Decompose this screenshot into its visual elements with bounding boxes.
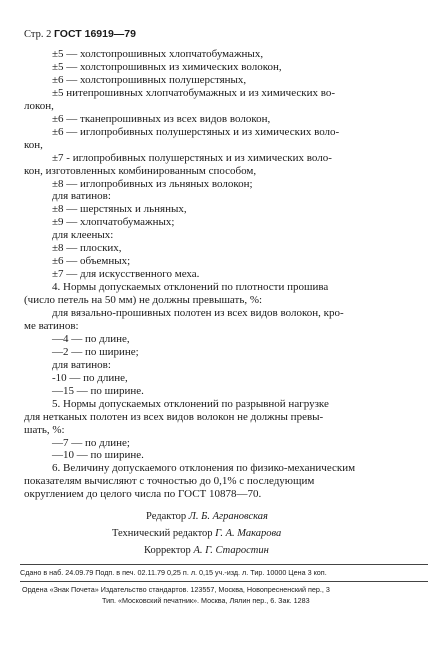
text-line: кон, изготовленных комбинированным способом, bbox=[24, 165, 257, 177]
page-header bbox=[24, 28, 136, 40]
text-line: показателям вычисляют с точностью до 0,1% с последующим bbox=[24, 475, 315, 487]
text-line: ±8 — иглопробивных из льняных волокон; bbox=[52, 178, 253, 190]
text-line: (число петель на 50 мм) не должны превышать, %: bbox=[24, 294, 263, 306]
imprint-line-1: Сдано в наб. 24.09.79 Подп. в печ. 02.11.79 0,25 п. л. 0,15 уч.-изд. л. Тир. 10000 Цена 3 коп. bbox=[20, 568, 327, 577]
corrector-credit: Корректор А. Г. Старостин bbox=[144, 545, 269, 556]
editor-credit: Редактор Л. Б. Аграновская bbox=[146, 511, 268, 522]
text-line: 4. Нормы допускаемых отклонений по плотности прошива bbox=[52, 281, 329, 293]
text-line: ±5 нитепрошивных хлопчатобумажных и из химических во- bbox=[52, 87, 335, 99]
imprint-line-3: Тип. «Московский печатник». Москва, Лялин пер., 6. Зак. 1283 bbox=[102, 596, 310, 605]
text-line: ±9 — хлопчатобумажных; bbox=[52, 216, 175, 228]
text-line: шать, %: bbox=[24, 424, 65, 436]
text-line: кон, bbox=[24, 139, 43, 151]
text-line: округлением до целого числа по ГОСТ 10878—70. bbox=[24, 488, 262, 500]
page-number: Стр. 2 bbox=[24, 29, 52, 40]
text-line: 6. Величину допускаемого отклонения по физико-механическим bbox=[52, 462, 356, 474]
text-line: —10 — по ширине. bbox=[52, 449, 144, 461]
text-line: ±8 — шерстяных и льняных, bbox=[52, 203, 187, 215]
imprint-line-2: Ордена «Знак Почета» Издательство стандартов. 123557, Москва, Новопресненский пер., 3 bbox=[22, 585, 330, 594]
text-line: ±8 — плоских, bbox=[52, 242, 122, 254]
text-line: ±6 — иглопробивных полушерстяных и из химических воло- bbox=[52, 126, 340, 138]
text-line: локон, bbox=[24, 100, 54, 112]
text-line: для ватинов: bbox=[52, 190, 111, 202]
standard-number: ГОСТ 16919—79 bbox=[53, 28, 136, 40]
text-line: ±7 — для искусственного меха. bbox=[52, 268, 200, 280]
text-line: —7 — по длине; bbox=[52, 437, 130, 449]
text-line: ±6 — объемных; bbox=[52, 255, 131, 267]
text-line: —2 — по ширине; bbox=[52, 346, 139, 358]
text-line: для ватинов: bbox=[52, 359, 111, 371]
text-line: ме ватинов: bbox=[24, 320, 79, 332]
divider-top bbox=[20, 564, 428, 565]
text-line: ±5 — холстопрошивных из химических волокон, bbox=[52, 61, 282, 73]
text-line: для нетканых полотен из всех видов волокон не должны превы- bbox=[24, 411, 324, 423]
text-line: —15 — по ширине. bbox=[52, 385, 144, 397]
divider-bottom bbox=[20, 581, 428, 582]
text-line: ±6 — тканепрошивных из всех видов волокон, bbox=[52, 113, 271, 125]
text-line: —4 — по длине, bbox=[52, 333, 130, 345]
text-line: ±7 - иглопробивных полушерстяных и из химических воло- bbox=[52, 152, 332, 164]
text-line: -10 — по длине, bbox=[52, 372, 128, 384]
text-line: ±5 — холстопрошивных хлопчатобумажных, bbox=[52, 48, 264, 60]
text-line: ±6 — холстопрошивных полушерстяных, bbox=[52, 74, 247, 86]
text-line: для вязально-прошивных полотен из всех видов волокон, кро- bbox=[52, 307, 344, 319]
tech-editor-credit: Технический редактор Г. А. Макарова bbox=[112, 528, 282, 539]
text-line: 5. Нормы допускаемых отклонений по разрывной нагрузке bbox=[52, 398, 329, 410]
text-line: для клееных: bbox=[52, 229, 114, 241]
